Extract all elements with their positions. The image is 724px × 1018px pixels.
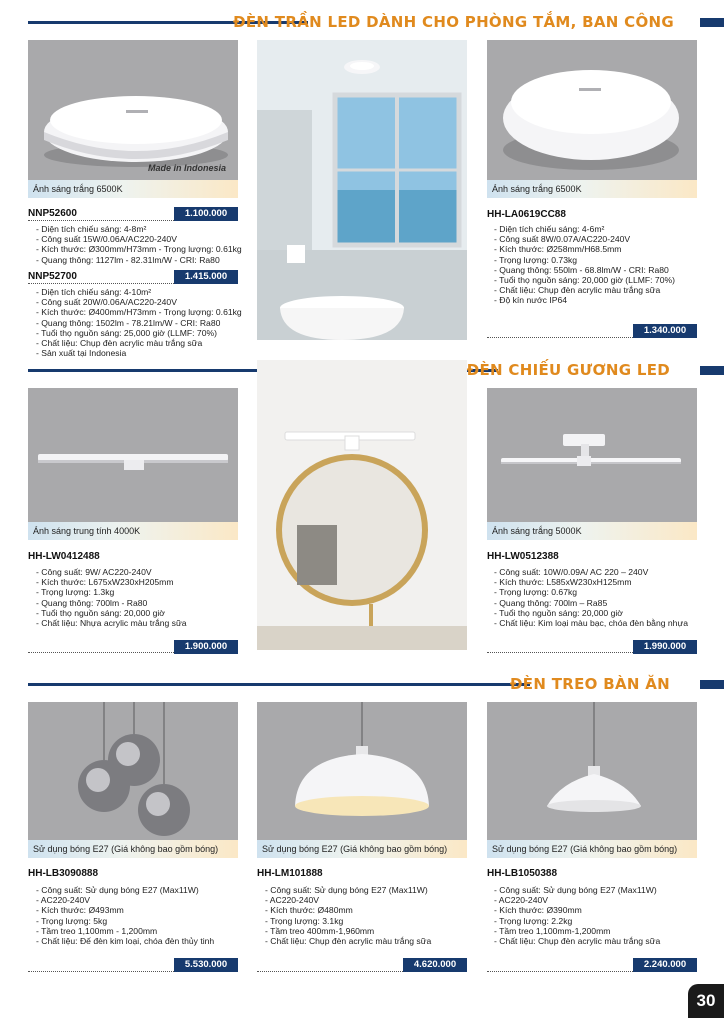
spec-list (265, 885, 480, 946)
price-tag: 1.415.000 (174, 270, 238, 284)
dotted-leader (28, 652, 174, 653)
spec-item: - Tuổi thọ nguồn sáng: 20,000 giờ (36, 608, 246, 618)
light-color-strip: Ánh sáng trắng 6500K (487, 180, 697, 198)
mirror-photo (257, 360, 467, 650)
price-tag: 1.900.000 (174, 640, 238, 654)
spec-item: - Công suất: Sử dụng bóng E27 (Max11W) (265, 885, 480, 895)
dotted-leader (28, 220, 174, 221)
spec-item: - Chất liệu: Nhựa acrylic màu trắng sữa (36, 618, 246, 628)
spec-list (36, 885, 251, 946)
spec-item: - Chất liệu: Đế đèn kim loại, chóa đèn thủy tinh (36, 936, 251, 946)
model-code: HH-LA0619CC88 (487, 209, 566, 220)
light-color-strip: Sử dụng bóng E27 (Giá không bao gồm bóng) (487, 840, 697, 858)
header-tab (700, 680, 724, 689)
product-image-hh-lw0412488 (28, 388, 238, 540)
product-image-hh-la0619cc88 (487, 40, 697, 198)
mirror-light-illustration (28, 388, 238, 522)
spec-item: - Công suất 15W/0.06A/AC220-240V (36, 234, 246, 244)
spec-item: - Công suất 20W/0.06A/AC220-240V (36, 297, 246, 307)
spec-list (494, 224, 704, 306)
spec-item: - Tầm treo 1,100mm - 1,200mm (36, 926, 251, 936)
spec-item: - Tuổi thọ nguồn sáng: 20,000 giờ (LLMF: 70%) (494, 275, 704, 285)
bathroom-scene (257, 40, 467, 340)
spec-item: - Kích thước: Ø493mm (36, 905, 251, 915)
section-header-ceiling (0, 8, 724, 38)
light-color-strip: Sử dụng bóng E27 (Giá không bao gồm bóng) (28, 840, 238, 858)
spec-item: - Trọng lượng: 5kg (36, 916, 251, 926)
pendant-lamp-illustration (487, 702, 697, 840)
light-color-strip: Ánh sáng trắng 5000K (487, 522, 697, 540)
model-code: HH-LW0512388 (487, 551, 559, 562)
spec-item: - Độ kín nước IP64 (494, 295, 704, 305)
price-tag: 1.100.000 (174, 207, 238, 221)
page-number: 30 (688, 984, 724, 1018)
spec-item: - Kích thước: Ø400mm/H73mm - Trọng lượng: 0.61kg (36, 307, 246, 317)
price-tag: 5.530.000 (174, 958, 238, 972)
spec-list (494, 567, 714, 628)
spec-item: - Kích thước: Ø480mm (265, 905, 480, 915)
spec-item: - Kích thước: Ø300mm/H73mm - Trọng lượng: 0.61kg (36, 244, 246, 254)
product-image-nnp52600 (28, 40, 238, 198)
price-tag: 4.620.000 (403, 958, 467, 972)
price-tag: 2.240.000 (633, 958, 697, 972)
spec-item: - AC220-240V (265, 895, 480, 905)
spec-item: - Chất liệu: Chụp đèn acrylic màu trắng sữa (36, 338, 246, 348)
spec-item: - Diện tích chiếu sáng: 4-6m² (494, 224, 704, 234)
spec-item: - Quang thông: 700lm – Ra85 (494, 598, 714, 608)
spec-item: - Diện tích chiếu sáng: 4-8m² (36, 224, 246, 234)
spec-item: - Tầm treo 1,100mm-1,200mm (494, 926, 709, 936)
spec-item: - Công suất 8W/0.07A/AC220-240V (494, 234, 704, 244)
dotted-leader (487, 337, 633, 338)
spec-item: - Quang thông: 550lm - 68.8lm/W - CRI: Ra80 (494, 265, 704, 275)
spec-item: - Quang thông: 1127lm - 82.31lm/W - CRI: Ra80 (36, 255, 246, 265)
spec-item: - Công suất: 9W/ AC220-240V (36, 567, 246, 577)
header-rule (28, 683, 530, 686)
product-image-hh-lb1050388 (487, 702, 697, 858)
spec-item: - Trọng lượng: 0.67kg (494, 587, 714, 597)
pendant-lamps-illustration (28, 702, 238, 840)
section-title: ĐÈN TREO BÀN ĂN (509, 675, 670, 693)
model-code: NNP52600 (28, 208, 77, 219)
section-title: ĐÈN CHIẾU GƯƠNG LED (466, 361, 670, 379)
section-header-pendant (0, 670, 724, 700)
spec-item: - Sản xuất tại Indonesia (36, 348, 246, 358)
dotted-leader (487, 971, 633, 972)
section-title: ĐÈN TRẦN LED DÀNH CHO PHÒNG TẮM, BAN CÔNG (233, 13, 674, 31)
model-code: HH-LB1050388 (487, 868, 558, 879)
made-in-label: Made in Indonesia (147, 163, 226, 173)
product-image-hh-lb3090888 (28, 702, 238, 858)
model-code: HH-LW0412488 (28, 551, 100, 562)
spec-item: - Kích thước: Ø390mm (494, 905, 709, 915)
mirror-scene (257, 360, 467, 650)
ceiling-lamp-illustration (487, 40, 697, 180)
pendant-lamp-illustration (257, 702, 467, 840)
spec-item: - Tuổi thọ nguồn sáng: 25,000 giờ (LLMF: 70%) (36, 328, 246, 338)
spec-item: - Quang thông: 700lm - Ra80 (36, 598, 246, 608)
spec-list (36, 567, 246, 628)
spec-item: - Kích thước: L585xW230xH125mm (494, 577, 714, 587)
header-tab (700, 18, 724, 27)
spec-item: - AC220-240V (494, 895, 709, 905)
product-image-hh-lm101888 (257, 702, 467, 858)
spec-item: - Tuổi thọ nguồn sáng: 20,000 giờ (494, 608, 714, 618)
header-tab (700, 366, 724, 375)
spec-item: - Trọng lượng: 0.73kg (494, 255, 704, 265)
light-color-strip: Ánh sáng trắng 6500K (28, 180, 238, 198)
model-code: NNP52700 (28, 271, 77, 282)
price-tag: 1.990.000 (633, 640, 697, 654)
dotted-leader (28, 283, 174, 284)
price-tag: 1.340.000 (633, 324, 697, 338)
spec-item: - Chất liệu: Chụp đèn acrylic màu trắng sữa (265, 936, 480, 946)
light-color-strip: Ánh sáng trung tính 4000K (28, 522, 238, 540)
spec-item: - Trọng lượng: 2.2kg (494, 916, 709, 926)
mirror-light-illustration (487, 388, 697, 522)
spec-item: - Trọng lượng: 1.3kg (36, 587, 246, 597)
spec-item: - Kích thước: Ø258mm/H68.5mm (494, 244, 704, 254)
bathroom-photo (257, 40, 467, 340)
ceiling-lamp-illustration (28, 40, 238, 180)
model-code: HH-LM101888 (257, 868, 323, 879)
light-color-strip: Sử dụng bóng E27 (Giá không bao gồm bóng) (257, 840, 467, 858)
spec-item: - Công suất: Sử dụng bóng E27 (Max11W) (494, 885, 709, 895)
spec-item: - Diện tích chiếu sáng: 4-10m² (36, 287, 246, 297)
spec-item: - Kích thước: L675xW230xH205mm (36, 577, 246, 587)
spec-item: - Chất liệu: Chụp đèn acrylic màu trắng sữa (494, 285, 704, 295)
spec-list (36, 224, 246, 265)
model-code: HH-LB3090888 (28, 868, 99, 879)
dotted-leader (487, 652, 633, 653)
dotted-leader (28, 971, 174, 972)
spec-list (36, 287, 246, 358)
product-image-hh-lw0512388 (487, 388, 697, 540)
spec-item: - Tầm treo 400mm-1,960mm (265, 926, 480, 936)
spec-item: - Trọng lượng: 3.1kg (265, 916, 480, 926)
spec-item: - Quang thông: 1502lm - 78.21lm/W - CRI: Ra80 (36, 318, 246, 328)
dotted-leader (257, 971, 403, 972)
spec-list (494, 885, 709, 946)
spec-item: - Chất liệu: Kim loại màu bạc, chóa đèn bằng nhựa (494, 618, 714, 628)
spec-item: - Chất liệu: Chụp đèn acrylic màu trắng sữa (494, 936, 709, 946)
spec-item: - AC220-240V (36, 895, 251, 905)
spec-item: - Công suất: Sử dụng bóng E27 (Max11W) (36, 885, 251, 895)
spec-item: - Công suất: 10W/0.09A/ AC 220 – 240V (494, 567, 714, 577)
